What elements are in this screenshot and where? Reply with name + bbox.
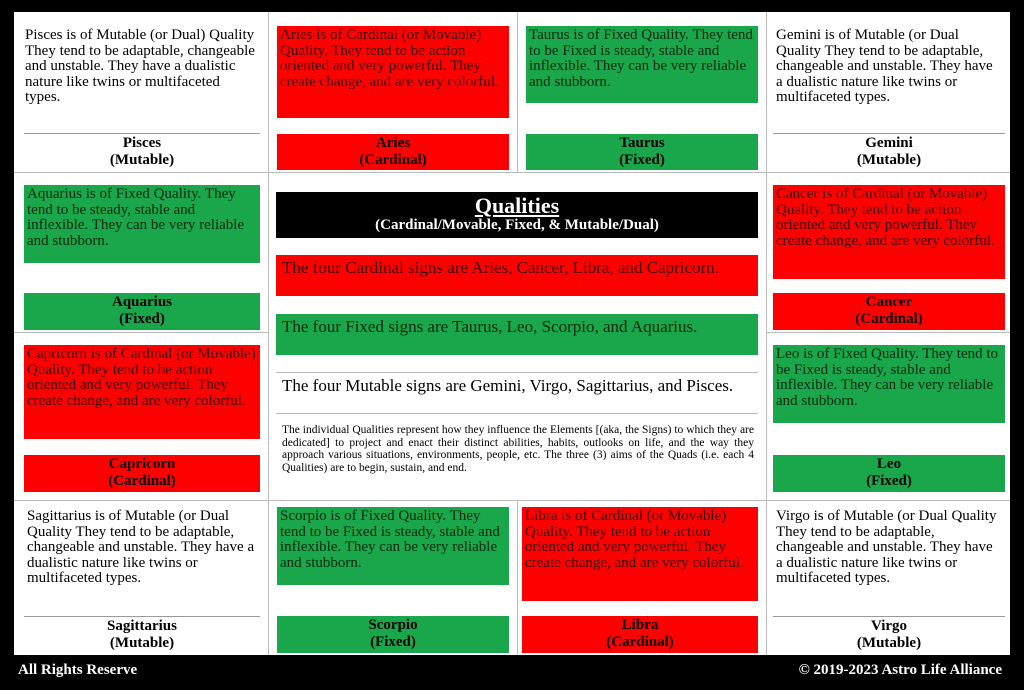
sign-quality: (Fixed) xyxy=(119,310,165,327)
sign-name: Capricorn xyxy=(108,456,176,472)
qualities-explanation-note: The individual Qualities represent how they influence the Elements [(aka, the Signs) to which they are dedicated] to project and enact their distinct abilities, habits, outlooks on life, and the way they approach various situations, environments, people, etc. The three (3) aims of the Quads (i.e. each 4 Qualities) are to begin, sustain, and end. xyxy=(282,424,754,474)
sign-quality: (Cardinal) xyxy=(359,151,427,168)
page-title: Qualities xyxy=(474,193,560,218)
sign-cell-cancer xyxy=(767,173,1010,332)
aquarius-description: Aquarius is of Fixed Quality. They tend to be steady, stable and inflexible. They can be very reliable and stubborn. xyxy=(24,185,260,263)
sign-quality: (Mutable) xyxy=(109,151,175,168)
aries-description: Aries is of Cardinal (or Movable) Quality. They tend to be action oriented and very powerful. They create change, and are very colorful. xyxy=(277,26,509,118)
sign-cell-pisces xyxy=(14,12,268,172)
capricorn-label xyxy=(24,455,260,492)
qualities-chart-board xyxy=(14,12,1010,655)
sign-quality: (Cardinal) xyxy=(855,310,923,327)
sign-cell-leo xyxy=(767,333,1010,500)
page-subtitle: (Cardinal/Movable, Fixed, & Mutable/Dual) xyxy=(375,217,659,233)
cancer-description: Cancer is of Cardinal (or Movable) Quality. They tend to be action oriented and very powerful. They create change, and are very colorful. xyxy=(773,185,1005,279)
fixed-signs-info: The four Fixed signs are Taurus, Leo, Scorpio, and Aquarius. xyxy=(276,314,758,355)
sign-cell-gemini xyxy=(767,12,1010,172)
center-title-box xyxy=(276,192,758,238)
leo-label xyxy=(773,455,1005,492)
sign-quality: (Fixed) xyxy=(619,151,665,168)
sign-cell-sagittarius xyxy=(14,501,268,655)
pisces-label xyxy=(24,133,260,170)
virgo-description: Virgo is of Mutable (or Dual Quality They tend to be adaptable, changeable and unstable. They have a dualistic nature like twins or multifaceted types. xyxy=(773,507,1005,589)
capricorn-description: Capricorn is of Cardinal (or Movable) Quality. They tend to be action oriented and very powerful. They create change, and are very colorful. xyxy=(24,345,260,439)
sign-name: Leo xyxy=(876,456,902,472)
sign-cell-libra xyxy=(518,501,766,655)
cancer-label xyxy=(773,293,1005,330)
sign-cell-scorpio xyxy=(269,501,517,655)
sign-quality: (Mutable) xyxy=(856,151,922,168)
scorpio-label xyxy=(277,616,509,653)
sign-name: Scorpio xyxy=(368,617,418,633)
gemini-label xyxy=(773,133,1005,170)
sign-name: Aquarius xyxy=(111,294,173,310)
mutable-signs-info: The four Mutable signs are Gemini, Virgo, Sagittarius, and Pisces. xyxy=(276,372,758,414)
cardinal-signs-info: The four Cardinal signs are Aries, Cancer, Libra, and Capricorn. xyxy=(276,255,758,296)
sign-name: Virgo xyxy=(870,618,908,634)
footer-copyright: © 2019-2023 Astro Life Alliance xyxy=(798,662,1002,678)
sign-quality: (Mutable) xyxy=(856,634,922,651)
sign-cell-aries xyxy=(269,12,517,172)
sign-cell-capricorn xyxy=(14,333,268,500)
sign-cell-virgo xyxy=(767,501,1010,655)
aquarius-label xyxy=(24,293,260,330)
sign-name: Aries xyxy=(375,135,411,151)
sign-quality: (Fixed) xyxy=(370,633,416,650)
sign-quality: (Cardinal) xyxy=(606,633,674,650)
sagittarius-label xyxy=(24,616,260,653)
sign-quality: (Cardinal) xyxy=(108,472,176,489)
taurus-description: Taurus is of Fixed Quality. They tend to be Fixed is steady, stable and inflexible. They can be very reliable and stubborn. xyxy=(526,26,758,103)
sign-name: Libra xyxy=(621,617,659,633)
taurus-label xyxy=(526,134,758,170)
sign-name: Taurus xyxy=(619,135,665,151)
scorpio-description: Scorpio is of Fixed Quality. They tend to be Fixed is steady, stable and inflexible. They can be very reliable and stubborn. xyxy=(277,507,509,585)
sign-quality: (Fixed) xyxy=(866,472,912,489)
sagittarius-description: Sagittarius is of Mutable (or Dual Quality They tend to be adaptable, changeable and unstable. They have a dualistic nature like twins or multifaceted types. xyxy=(24,507,262,589)
aries-label xyxy=(277,134,509,170)
virgo-label xyxy=(773,616,1005,653)
sign-name: Gemini xyxy=(865,135,913,151)
libra-description: Libra is of Cardinal (or Movable) Quality. They tend to be action oriented and very powerful. They create change, and are very colorful. xyxy=(522,507,758,601)
libra-label xyxy=(522,616,758,653)
pisces-description: Pisces is of Mutable (or Dual) Quality They tend to be adaptable, changeable and unstable. They have a dualistic nature like twins or multifaceted types. xyxy=(22,26,260,108)
footer-rights: All Rights Reserve xyxy=(18,662,138,678)
sign-name: Sagittarius xyxy=(106,618,177,634)
leo-description: Leo is of Fixed Quality. They tend to be Fixed is steady, stable and inflexible. They can be very reliable and stubborn. xyxy=(773,345,1005,423)
sign-quality: (Mutable) xyxy=(109,634,175,651)
sign-name: Pisces xyxy=(122,135,162,151)
sign-cell-aquarius xyxy=(14,173,268,332)
sign-name: Cancer xyxy=(865,294,913,310)
gemini-description: Gemini is of Mutable (or Dual Quality They tend to be adaptable, changeable and unstable. They have a dualistic nature like twins or multifaceted types. xyxy=(773,26,1005,108)
sign-cell-taurus xyxy=(518,12,766,172)
